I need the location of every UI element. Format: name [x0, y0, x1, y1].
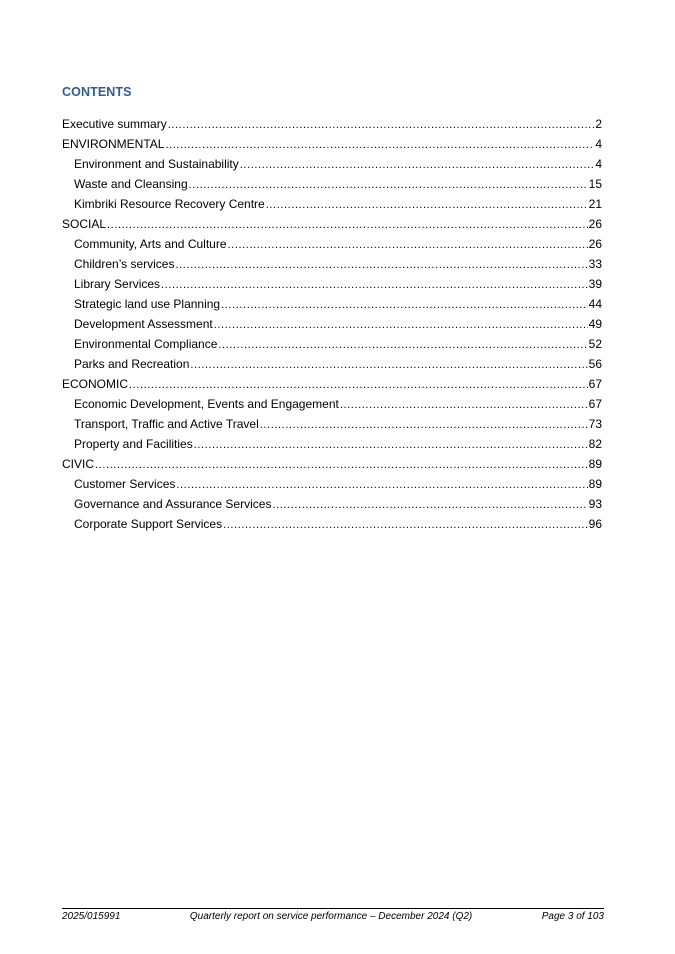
toc-entry-page-number: 21 [588, 197, 602, 211]
toc-entry-label: Waste and Cleansing [74, 177, 188, 191]
toc-entry-page-number: 93 [588, 497, 602, 511]
toc-subsection-entry[interactable] [62, 394, 602, 414]
toc-entry-page-number: 82 [588, 437, 602, 451]
toc-subsection-entry[interactable] [62, 294, 602, 314]
toc-dot-leader [165, 135, 594, 155]
toc-section-entry[interactable] [62, 114, 602, 134]
toc-dot-leader [218, 335, 587, 355]
footer-doc-number: 2025/015991 [62, 911, 121, 922]
toc-entry-page-number: 2 [595, 117, 602, 131]
toc-subsection-entry[interactable] [62, 494, 602, 514]
toc-section-entry[interactable] [62, 374, 602, 394]
toc-entry-label: Governance and Assurance Services [74, 497, 272, 511]
toc-entry-page-number: 89 [588, 457, 602, 471]
toc-section-entry[interactable] [62, 134, 602, 154]
toc-entry-label: Development Assessment [74, 317, 213, 331]
toc-entry-label: Strategic land use Planning [74, 297, 221, 311]
toc-dot-leader [223, 515, 588, 535]
toc-subsection-entry[interactable] [62, 174, 602, 194]
toc-entry-label: Executive summary [62, 117, 167, 131]
toc-subsection-entry[interactable] [62, 234, 602, 254]
toc-subsection-entry[interactable] [62, 254, 602, 274]
toc-section-entry[interactable] [62, 454, 602, 474]
toc-entry-page-number: 26 [588, 237, 602, 251]
toc-entry-page-number: 52 [588, 337, 602, 351]
toc-entry-label: Environment and Sustainability [74, 157, 239, 171]
toc-dot-leader [240, 155, 595, 175]
toc-dot-leader [214, 315, 588, 335]
toc-entry-page-number: 44 [588, 297, 602, 311]
toc-entry-page-number: 89 [588, 477, 602, 491]
toc-entry-label: Corporate Support Services [74, 517, 223, 531]
toc-subsection-entry[interactable] [62, 314, 602, 334]
toc-entry-label: Kimbriki Resource Recovery Centre [74, 197, 265, 211]
toc-entry-page-number: 73 [588, 417, 602, 431]
toc-dot-leader [190, 355, 587, 375]
toc-entry-label: SOCIAL [62, 217, 107, 231]
toc-entry-label: Property and Facilities [74, 437, 193, 451]
toc-dot-leader [161, 275, 588, 295]
footer-report-title: Quarterly report on service performance – December 2024 (Q2) [189, 911, 473, 922]
toc-dot-leader [189, 175, 588, 195]
toc-dot-leader [129, 375, 588, 395]
toc-subsection-entry[interactable] [62, 334, 602, 354]
toc-subsection-entry[interactable] [62, 434, 602, 454]
toc-subsection-entry[interactable] [62, 474, 602, 494]
toc-entry-label: CIVIC [62, 457, 95, 471]
toc-subsection-entry[interactable] [62, 154, 602, 174]
toc-subsection-entry[interactable] [62, 274, 602, 294]
toc-entry-page-number: 4 [595, 157, 602, 171]
toc-entry-page-number: 4 [595, 137, 602, 151]
toc-entry-label: Environmental Compliance [74, 337, 218, 351]
toc-dot-leader [176, 475, 587, 495]
toc-dot-leader [340, 395, 588, 415]
toc-dot-leader [266, 195, 588, 215]
toc-entry-page-number: 96 [588, 517, 602, 531]
toc-subsection-entry[interactable] [62, 514, 602, 534]
toc-entry-page-number: 67 [588, 377, 602, 391]
toc-entry-label: Customer Services [74, 477, 176, 491]
toc-entry-label: Parks and Recreation [74, 357, 190, 371]
toc-dot-leader [168, 115, 595, 135]
toc-dot-leader [175, 255, 587, 275]
footer-page-number: Page 3 of 103 [541, 911, 604, 922]
toc-dot-leader [272, 495, 587, 515]
toc-entry-page-number: 15 [588, 177, 602, 191]
toc-entry-page-number: 26 [588, 217, 602, 231]
toc-entry-label: ECONOMIC [62, 377, 128, 391]
page-footer [62, 908, 604, 922]
toc-entry-label: Children’s services [74, 257, 175, 271]
toc-section-entry[interactable] [62, 214, 602, 234]
toc-dot-leader [95, 455, 588, 475]
toc-entry-page-number: 33 [588, 257, 602, 271]
toc-entry-page-number: 67 [588, 397, 602, 411]
toc-entry-label: Community, Arts and Culture [74, 237, 227, 251]
toc-entry-label: Economic Development, Events and Engagement [74, 397, 339, 411]
toc-entry-page-number: 39 [588, 277, 602, 291]
table-of-contents [62, 114, 602, 534]
toc-subsection-entry[interactable] [62, 354, 602, 374]
toc-entry-page-number: 56 [588, 357, 602, 371]
toc-subsection-entry[interactable] [62, 414, 602, 434]
toc-entry-label: ENVIRONMENTAL [62, 137, 165, 151]
toc-dot-leader [260, 415, 588, 435]
toc-dot-leader [194, 435, 588, 455]
toc-dot-leader [228, 235, 588, 255]
toc-entry-label: Library Services [74, 277, 161, 291]
toc-entry-page-number: 49 [588, 317, 602, 331]
toc-subsection-entry[interactable] [62, 194, 602, 214]
toc-dot-leader [107, 215, 588, 235]
toc-dot-leader [221, 295, 588, 315]
toc-entry-label: Transport, Traffic and Active Travel [74, 417, 259, 431]
contents-heading: CONTENTS [62, 85, 132, 99]
